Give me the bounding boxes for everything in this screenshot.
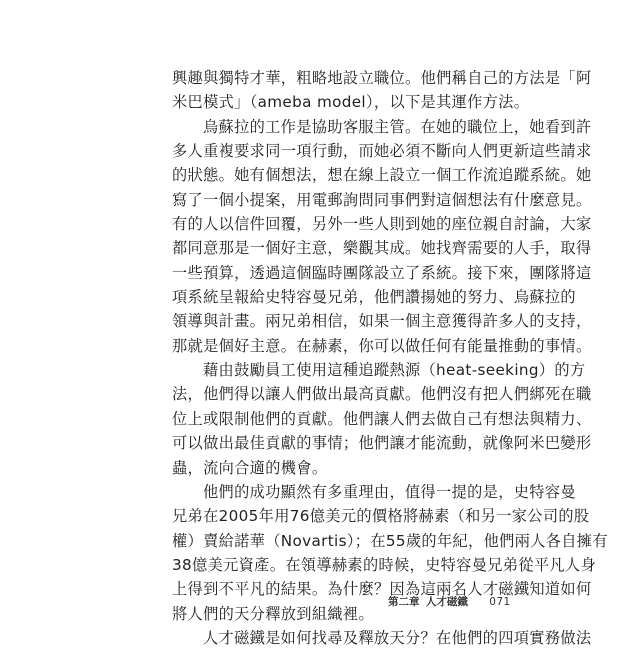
- text-line: 兄弟在2005年用76億美元的價格將赫素（和另一家公司的股: [172, 507, 590, 526]
- text-line: 的狀態。她有個想法，想在線上設立一個工作流追蹤系統。她: [172, 166, 592, 185]
- page-number: 071: [489, 595, 511, 608]
- text-line: 那就是個好主意。在赫素，你可以做任何有能量推動的事情。: [172, 336, 592, 355]
- text-line: 米巴模式」（ameba model），以下是其運作方法。: [172, 93, 530, 112]
- text-line: 人才磁鐵是如何找尋及釋放天分？在他們的四項實務做法: [203, 628, 592, 647]
- text-line: 蟲，流向合適的機會。: [172, 458, 328, 477]
- footer-chapter: 第二章: [388, 596, 420, 608]
- paragraph-2: [172, 115, 592, 358]
- text-line: 可以做出最佳貢獻的事情；他們讓才能流動，就像阿米巴變形: [172, 434, 592, 453]
- text-line: 將人們的天分釋放到組織裡。: [172, 604, 374, 623]
- text-line: 烏蘇拉的工作是協助客服主管。在她的職位上，她看到許: [203, 117, 592, 136]
- text-line: 都同意那是一個好主意，樂觀其成。她找齊需要的人手，取得: [172, 239, 592, 258]
- text-line: 38億美元資產。在領導赫素的時候，史特容曼兄弟從平凡人身: [172, 555, 597, 574]
- text-line: 興趣與獨特才華，粗略地設立職位。他們稱自己的方法是「阿: [172, 69, 592, 87]
- page-footer: [388, 594, 511, 609]
- text-line: 多人重複要求同一項行動，而她必須不斷向人們更新這些請求: [172, 142, 592, 161]
- text-line: 一些預算，透過這個臨時團隊設立了系統。接下來，團隊將這: [172, 263, 592, 282]
- paragraph-1: [172, 66, 592, 115]
- text-line: 上得到不平凡的結果。為什麼？因為這兩名人才磁鐵知道如何: [172, 580, 592, 599]
- paragraph-3: [172, 358, 592, 480]
- text-line: 寫了一個小提案，用電郵詢問同事們對這個想法有什麼意見。: [172, 190, 592, 209]
- text-line: 項系統呈報給史特容曼兄弟，他們讚揚她的努力、烏蘇拉的: [172, 288, 576, 307]
- text-line: 他們的成功顯然有多重理由，值得一提的是，史特容曼: [203, 482, 576, 501]
- footer-chapter-title: 人才磁鐵: [425, 596, 468, 608]
- text-line: 領導與計畫。兩兄弟相信，如果一個主意獲得許多人的支持，: [172, 312, 592, 331]
- text-line: 有的人以信件回覆，另外一些人則到她的座位親自討論，大家: [172, 215, 592, 234]
- paragraph-5: [172, 626, 592, 650]
- text-line: 位上或限制他們的貢獻。他們讓人們去做自己有想法與精力、: [172, 409, 592, 428]
- text-line: 藉由鼓勵員工使用這種追蹤熱源（heat-seeking）的方: [203, 361, 586, 380]
- text-line: 權）賣給諾華（Novartis）；在55歲的年紀，他們兩人各自擁有: [172, 531, 608, 550]
- text-line: 法，他們得以讓人們做出最高貢獻。他們沒有把人們綁死在職: [172, 385, 592, 404]
